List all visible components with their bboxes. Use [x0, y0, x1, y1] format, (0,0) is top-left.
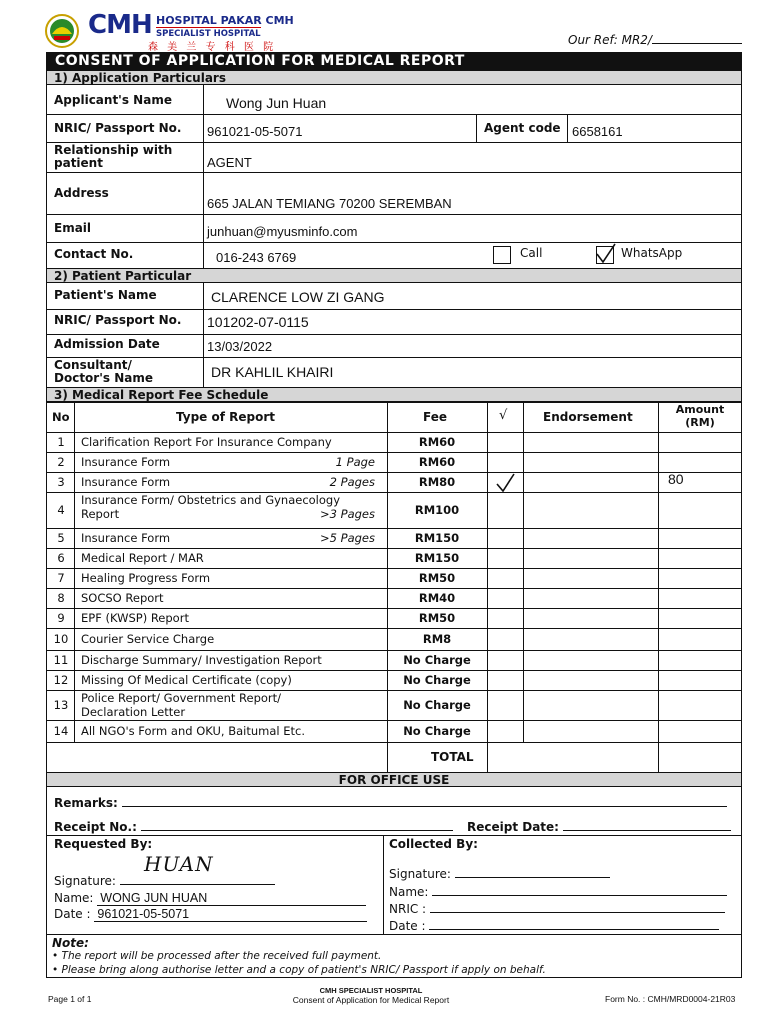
receipt-date: Receipt Date:: [467, 821, 731, 834]
footer-form-no: Form No. : CMH/MRD0004-21R03: [605, 994, 736, 1004]
col-signature: Signature:: [389, 867, 610, 881]
consultant-label: Consultant/ Doctor's Name: [54, 358, 153, 385]
address-label: Address: [54, 186, 109, 200]
patient-name-value: CLARENCE LOW ZI GANG: [211, 289, 385, 305]
row-8-type: SOCSO Report: [81, 591, 164, 605]
row-13-no: 13: [53, 698, 69, 712]
req-date: Date : 961021-05-5071: [54, 907, 367, 922]
row-1-no: 1: [57, 435, 65, 449]
col-tick: √: [499, 408, 508, 423]
row-3-pages: 2 Pages: [329, 475, 375, 489]
row-13-type: Police Report/ Government Report/: [81, 691, 282, 705]
col-amount: Amount (RM): [675, 403, 725, 429]
note-2: • Please bring along authorise letter and a copy of patient's NRIC/ Passport if apply on behalf.: [52, 964, 546, 976]
row-6-type: Medical Report / MAR: [81, 551, 204, 565]
note-title: Note:: [52, 936, 89, 950]
row-9-fee: RM50: [418, 611, 456, 625]
row-4-type: Insurance Form/ Obstetrics and Gynaecology: [81, 493, 341, 507]
row-10-fee: RM8: [422, 632, 452, 646]
row-12-type: Missing Of Medical Certificate (copy): [81, 673, 292, 687]
row-10-no: 10: [53, 632, 69, 646]
row-4-type-line2: Report: [81, 507, 120, 521]
address-value: 665 JALAN TEMIANG 70200 SEREMBAN: [207, 196, 452, 211]
hospital-logo: [44, 14, 80, 48]
row-6-fee: RM150: [414, 551, 460, 565]
footer-hospital: CMH SPECIALIST HOSPITAL: [319, 986, 423, 995]
call-label: Call: [520, 246, 543, 260]
agent-code-label: Agent code: [484, 121, 561, 135]
row-5-pages: >5 Pages: [320, 531, 375, 545]
our-ref: Our Ref: MR2/: [568, 33, 742, 47]
row-14-fee: No Charge: [403, 724, 471, 738]
note-1: • The report will be processed after the received full payment.: [52, 950, 382, 962]
col-no: No: [52, 410, 70, 424]
row-8-no: 8: [57, 591, 65, 605]
admission-date-label: Admission Date: [54, 337, 160, 351]
row-5-type: Insurance Form: [81, 531, 171, 545]
hospital-chinese-name: 森 美 兰 专 科 医 院: [148, 42, 277, 53]
requested-by: Requested By:: [54, 837, 153, 851]
footer-doc: Consent of Application for Medical Report: [292, 995, 450, 1005]
section-fee-schedule: 3) Medical Report Fee Schedule: [47, 387, 741, 402]
contact-value: 016-243 6769: [216, 250, 297, 265]
req-name: Name: WONG JUN HUAN: [54, 891, 366, 906]
row-11-no: 11: [53, 653, 69, 667]
receipt-no: Receipt No.:: [54, 821, 453, 834]
row-7-fee: RM50: [418, 571, 456, 585]
applicant-nric-label: NRIC/ Passport No.: [54, 121, 182, 135]
col-type: Type of Report: [176, 410, 275, 424]
admission-date-value: 13/03/2022: [207, 339, 273, 354]
section-patient: 2) Patient Particular: [47, 268, 741, 283]
row-3-amount: 80: [668, 471, 684, 487]
col-nric: NRIC :: [389, 902, 725, 916]
row-13-type-line2: Declaration Letter: [81, 705, 186, 719]
footer-page: Page 1 of 1: [48, 994, 92, 1004]
whatsapp-label: WhatsApp: [621, 246, 683, 260]
form-title: CONSENT OF APPLICATION FOR MEDICAL REPORT: [47, 53, 741, 70]
remarks: Remarks:: [54, 797, 727, 810]
row-12-fee: No Charge: [403, 673, 471, 687]
collected-by: Collected By:: [389, 837, 478, 851]
row-3-type: Insurance Form: [81, 475, 171, 489]
total-label: TOTAL: [431, 750, 474, 764]
office-use-header: FOR OFFICE USE: [47, 772, 741, 787]
section-application: 1) Application Particulars: [47, 70, 741, 85]
row-2-pages: 1 Page: [335, 455, 375, 469]
applicant-name-value: Wong Jun Huan: [226, 95, 327, 111]
row-4-no: 4: [57, 503, 65, 517]
row-3-no: 3: [57, 475, 65, 489]
row-11-fee: No Charge: [403, 653, 471, 667]
row-2-type: Insurance Form: [81, 455, 171, 469]
col-endorsement: Endorsement: [543, 410, 633, 424]
row-7-type: Healing Progress Form: [81, 571, 211, 585]
call-checkbox[interactable]: [493, 246, 511, 264]
consultant-value: DR KAHLIL KHAIRI: [211, 364, 334, 380]
row-6-no: 6: [57, 551, 65, 565]
whatsapp-check-icon: [594, 242, 618, 266]
applicant-nric-value: 961021-05-5071: [207, 124, 303, 139]
signature-handwritten: HUAN: [144, 852, 214, 876]
row-5-no: 5: [57, 531, 65, 545]
row-8-fee: RM40: [418, 591, 456, 605]
contact-label: Contact No.: [54, 247, 134, 261]
row-2-no: 2: [57, 455, 65, 469]
relationship-value: AGENT: [207, 155, 252, 170]
row-10-type: Courier Service Charge: [81, 632, 215, 646]
row-2-fee: RM60: [418, 455, 456, 469]
agent-code-value: 6658161: [572, 124, 623, 139]
email-label: Email: [54, 221, 92, 235]
row-9-type: EPF (KWSP) Report: [81, 611, 189, 625]
row-13-fee: No Charge: [403, 698, 471, 712]
col-name: Name:: [389, 885, 727, 899]
row-14-no: 14: [53, 724, 69, 738]
hospital-subtitle: SPECIALIST HOSPITAL: [156, 29, 261, 39]
row-3-fee: RM80: [418, 475, 456, 489]
row-4-fee: RM100: [414, 503, 460, 517]
patient-nric-label: NRIC/ Passport No.: [54, 313, 182, 327]
patient-name-label: Patient's Name: [54, 288, 157, 302]
patient-nric-value: 101202-07-0115: [207, 314, 309, 330]
row-14-type: All NGO's Form and OKU, Baitumal Etc.: [81, 724, 305, 738]
col-fee: Fee: [423, 410, 447, 424]
brand-logo-text: CMH: [88, 10, 152, 40]
row-1-type: Clarification Report For Insurance Company: [81, 435, 332, 449]
row-5-fee: RM150: [414, 531, 460, 545]
col-date: Date :: [389, 919, 719, 933]
relationship-label: Relationship with patient: [54, 143, 173, 170]
hospital-name: HOSPITAL PAKAR CMH: [156, 14, 294, 27]
applicant-name-label: Applicant's Name: [54, 93, 172, 107]
row-11-type: Discharge Summary/ Investigation Report: [81, 653, 322, 667]
row-3-check-icon: [494, 472, 518, 494]
row-4-pages: >3 Pages: [320, 507, 375, 521]
email-value: junhuan@myusminfo.com: [207, 224, 358, 239]
row-12-no: 12: [53, 673, 69, 687]
req-signature: Signature:: [54, 874, 275, 888]
row-9-no: 9: [57, 611, 65, 625]
row-7-no: 7: [57, 571, 65, 585]
row-1-fee: RM60: [418, 435, 456, 449]
